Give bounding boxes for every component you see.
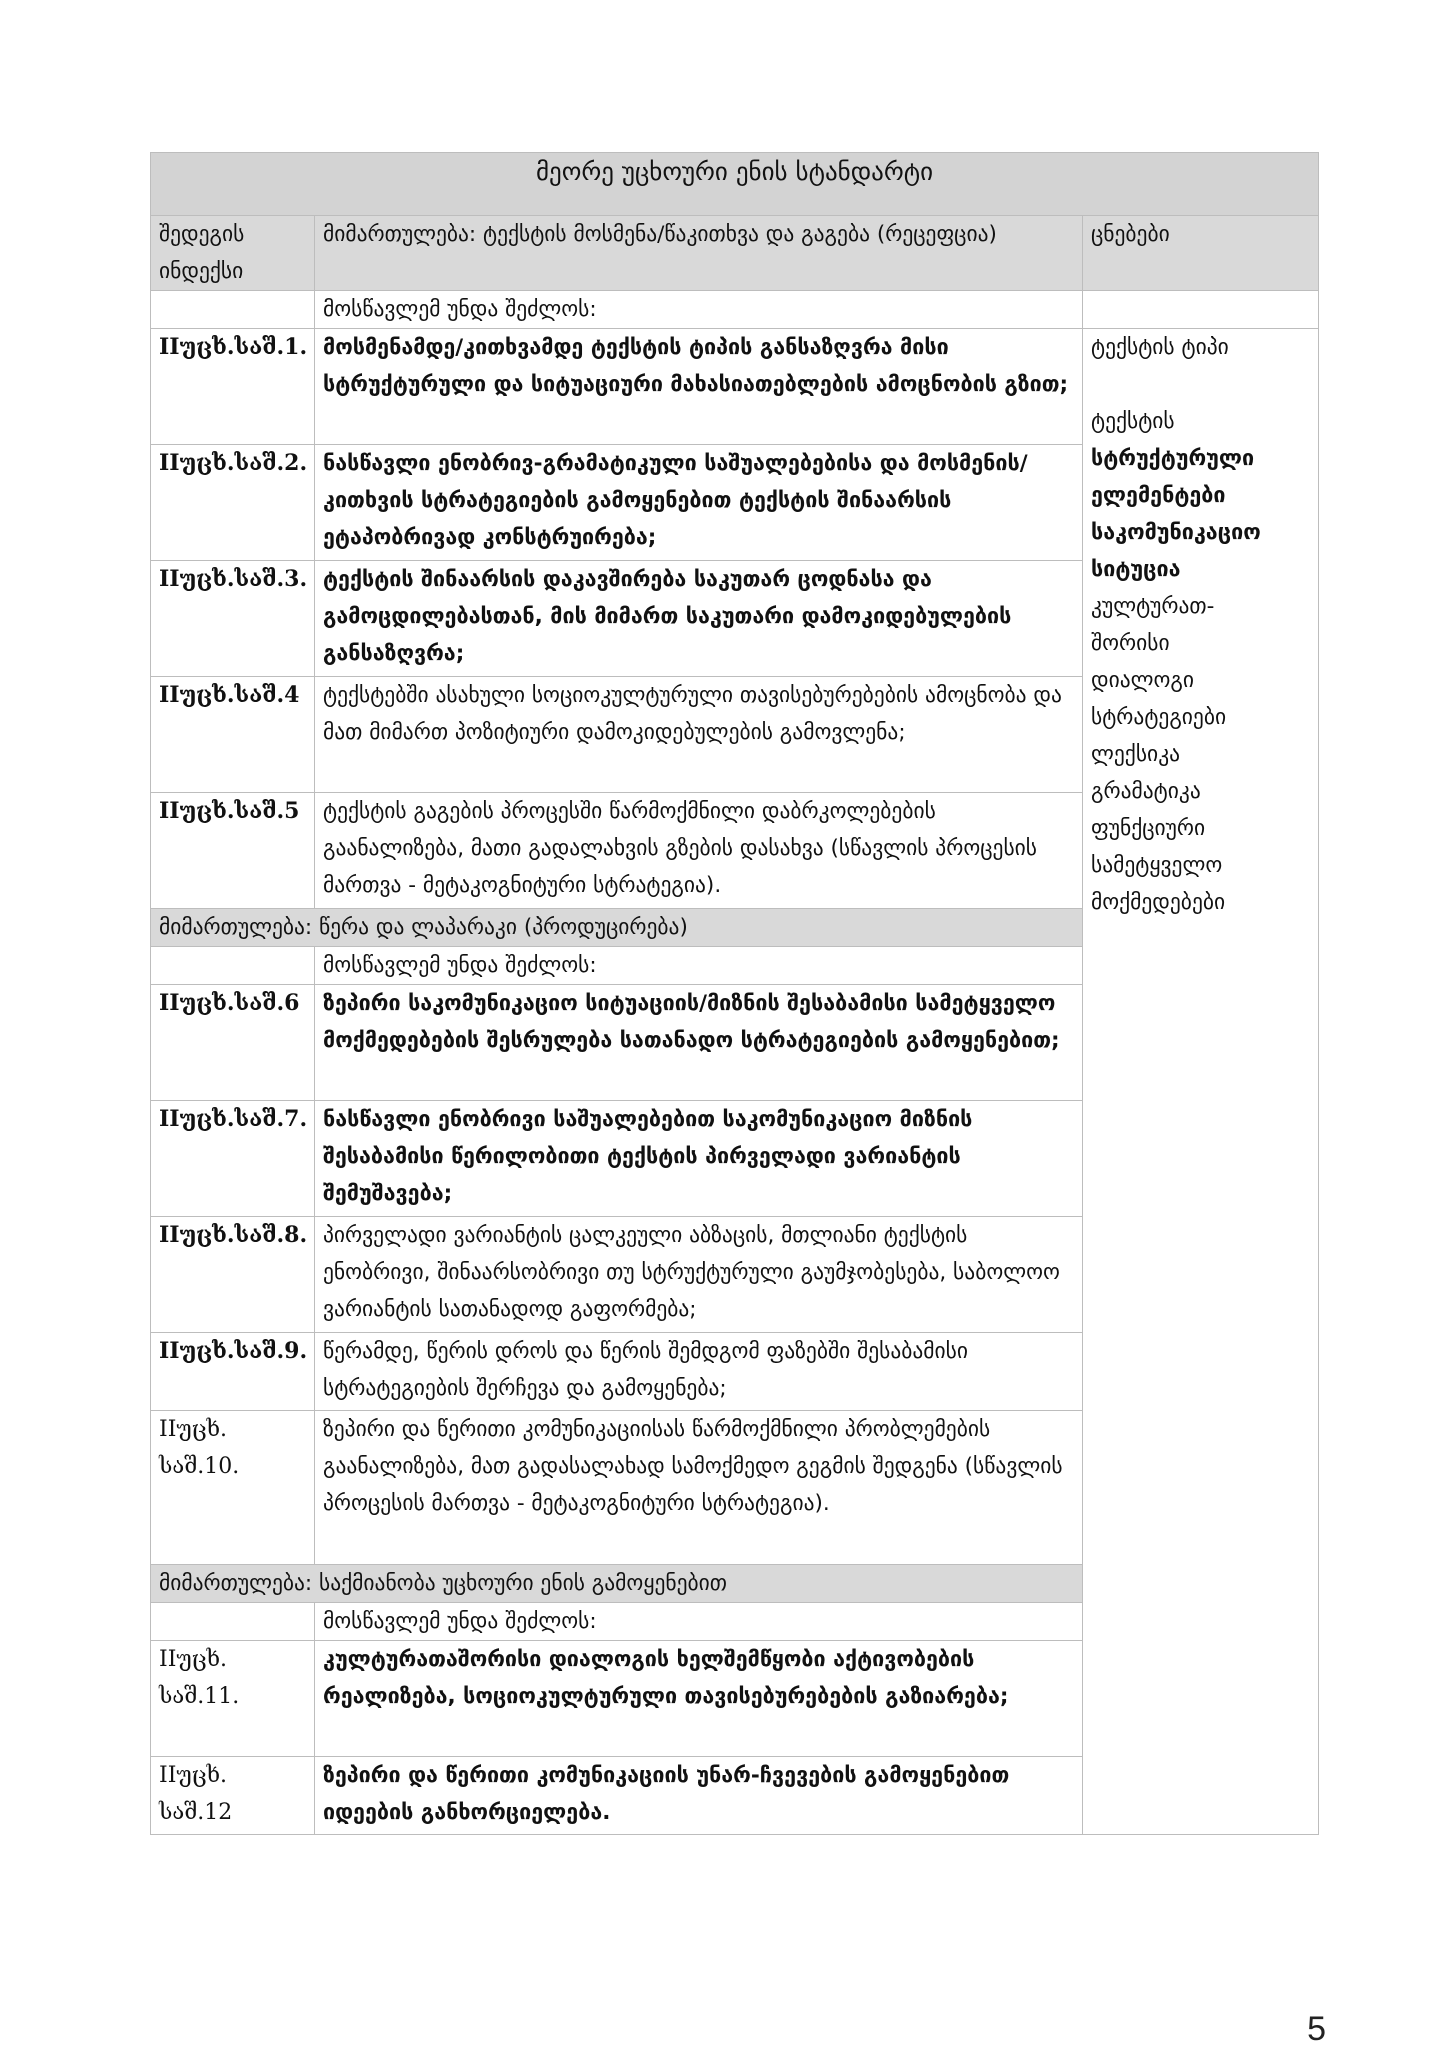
- concept-item: ტექსტის: [1091, 409, 1175, 434]
- outcome-index: IIუცხ.საშ.3.: [151, 561, 315, 677]
- outcome-index: IIუცხ. საშ.10.: [151, 1411, 315, 1565]
- outcome-index: IIუცხ.საშ.9.: [151, 1333, 315, 1411]
- outcome-text: ზეპირი და წერითი კომუნიკაციის უნარ-ჩვევების გამოყენებით იდეების განხორციელება.: [315, 1757, 1083, 1835]
- concept-item: კულტურათ-: [1091, 594, 1215, 619]
- outcome-text: მოსმენამდე/კითხვამდე ტექსტის ტიპის განსაზღვრა მისი სტრუქტურული და სიტუაციური მახასიათებლების ამოცნობის გზით;: [315, 329, 1083, 445]
- outcome-index: IIუცხ.საშ.1.: [151, 329, 315, 445]
- concept-item: დიალოგი: [1091, 668, 1195, 693]
- concept-item: გრამატიკა: [1091, 779, 1201, 804]
- empty-cell: [1083, 291, 1319, 329]
- concept-item: ტექსტის ტიპი: [1091, 335, 1229, 360]
- concept-item: ელემენტები: [1091, 483, 1226, 508]
- concept-item: სტრატეგიები: [1091, 705, 1227, 730]
- concept-item: ლექსიკა: [1091, 742, 1181, 767]
- table-title: მეორე უცხოური ენის სტანდარტი: [151, 153, 1319, 216]
- outcome-text: ტექსტის შინაარსის დაკავშირება საკუთარ ცოდნასა და გამოცდილებასთან, მის მიმართ საკუთარი დამოკიდებულების განსაზღვრა;: [315, 561, 1083, 677]
- outcome-text: ზეპირი და წერითი კომუნიკაციისას წარმოქმნილი პრობლემების გაანალიზება, მათ გადასალახად სამოქმედო გეგმის შედგენა (სწავლის პროცესის მართვა - მეტაკოგნიტური სტრატეგია).: [315, 1411, 1083, 1565]
- outcome-text: ნასწავლი ენობრივ-გრამატიკული საშუალებებისა და მოსმენის/კითხვის სტრატეგიების გამოყენებით ტექსტის შინაარსის ეტაპობრივად კონსტრუირება;: [315, 445, 1083, 561]
- concept-item: სტრუქტურული: [1091, 446, 1255, 471]
- header-index: შედეგის ინდექსი: [151, 216, 315, 291]
- outcome-text: ნასწავლი ენობრივი საშუალებებით საკომუნიკაციო მიზნის შესაბამისი წერილობითი ტექსტის პირველადი ვარიანტის შემუშავება;: [315, 1101, 1083, 1217]
- standard-table: [150, 152, 1319, 1835]
- outcome-index: IIუცხ.საშ.6: [151, 985, 315, 1101]
- outcome-text: ზეპირი საკომუნიკაციო სიტუაციის/მიზნის შესაბამისი სამეტყველო მოქმედებების შესრულება სათანადო სტრატეგიების გამოყენებით;: [315, 985, 1083, 1101]
- outcome-text: წერამდე, წერის დროს და წერის შემდგომ ფაზებში შესაბამისი სტრატეგიების შერჩევა და გამოყენება;: [315, 1333, 1083, 1411]
- outcome-index: IIუცხ.საშ.4: [151, 677, 315, 793]
- concept-item: შორისი: [1091, 631, 1170, 656]
- empty-cell: [151, 291, 315, 329]
- outcome-index: IIუცხ.საშ.2.: [151, 445, 315, 561]
- section-lead: მოსწავლემ უნდა შეძლოს:: [315, 947, 1083, 985]
- outcome-index: IIუცხ.საშ.7.: [151, 1101, 315, 1217]
- header-direction: მიმართულება: ტექსტის მოსმენა/წაკითხვა და გაგება (რეცეფცია): [315, 216, 1083, 291]
- outcome-index: IIუცხ. საშ.11.: [151, 1641, 315, 1757]
- outcome-text: ტექსტის გაგების პროცესში წარმოქმნილი დაბრკოლებების გაანალიზება, მათი გადალახვის გზების დასახვა (სწავლის პროცესის მართვა - მეტაკოგნიტური სტრატეგია).: [315, 793, 1083, 909]
- concepts-cell: [1083, 329, 1319, 1835]
- outcome-index: IIუცხ.საშ.5: [151, 793, 315, 909]
- outcome-index: IIუცხ.საშ.8.: [151, 1217, 315, 1333]
- concept-item: მოქმედებები: [1091, 890, 1226, 915]
- outcome-text: პირველადი ვარიანტის ცალკეული აბზაცის, მთლიანი ტექსტის ენობრივი, შინაარსობრივი თუ სტრუქტურული გაუმჯობესება, საბოლოო ვარიანტის სათანადოდ გაფორმება;: [315, 1217, 1083, 1333]
- concept-item: ფუნქციური: [1091, 816, 1206, 841]
- section-lead: მოსწავლემ უნდა შეძლოს:: [315, 291, 1083, 329]
- outcome-index: IIუცხ. საშ.12: [151, 1757, 315, 1835]
- header-concepts: ცნებები: [1083, 216, 1319, 291]
- section-heading: მიმართულება: საქმიანობა უცხოური ენის გამოყენებით: [151, 1565, 1083, 1603]
- concept-item: საკომუნიკაციო: [1091, 520, 1261, 545]
- empty-cell: [151, 1603, 315, 1641]
- empty-cell: [151, 947, 315, 985]
- outcome-text: ტექსტებში ასახული სოციოკულტურული თავისებურებების ამოცნობა და მათ მიმართ პოზიტიური დამოკიდებულების გამოვლენა;: [315, 677, 1083, 793]
- concept-item: სამეტყველო: [1091, 853, 1223, 878]
- section-lead: მოსწავლემ უნდა შეძლოს:: [315, 1603, 1083, 1641]
- concept-item: სიტუცია: [1091, 557, 1181, 582]
- page-number: 5: [1307, 2010, 1326, 2048]
- section-heading: მიმართულება: წერა და ლაპარაკი (პროდუცირება): [151, 909, 1083, 947]
- outcome-text: კულტურათაშორისი დიალოგის ხელშემწყობი აქტივობების რეალიზება, სოციოკულტურული თავისებურებების გაზიარება;: [315, 1641, 1083, 1757]
